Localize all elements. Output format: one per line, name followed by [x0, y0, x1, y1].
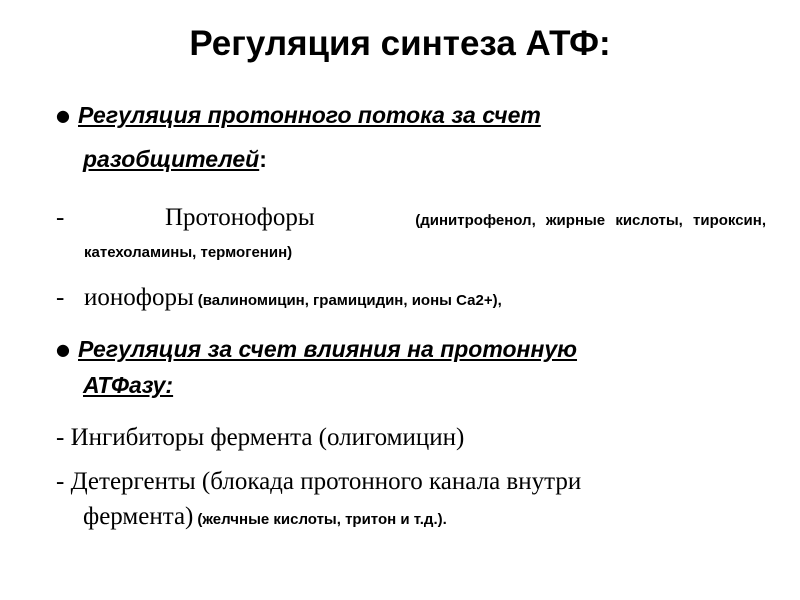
- ionophores-line: [56, 283, 502, 313]
- detergents-line2-small: (желчные кислоты, тритон и т.д.).: [197, 511, 447, 528]
- slide-title: Регуляция синтеза АТФ:: [189, 24, 611, 63]
- bullet-icon: ●: [56, 106, 70, 125]
- ionophores-term: ионофоры: [84, 284, 194, 311]
- section1-heading-colon: :: [259, 146, 267, 172]
- protonophores-detail-line2: катехоламины, термогенин): [84, 244, 293, 261]
- section1-heading-text2: разобщителей: [83, 146, 260, 172]
- protonophores-term: Протонофоры: [164, 204, 315, 231]
- section1-heading-line2: [83, 144, 267, 174]
- inhibitors-line: - Ингибиторы фермента (олигомицин): [56, 424, 465, 451]
- ionophores-detail: (валиномицин, грамицидин, ионы Са2+),: [197, 292, 502, 309]
- section1-heading-line1: [56, 100, 541, 131]
- protonophores-dash: -: [56, 204, 65, 231]
- ionophores-dash: -: [56, 284, 65, 311]
- bullet-icon: ●: [56, 340, 70, 359]
- protonophores-detail-line1: (динитрофенол, жирные кислоты, тироксин,: [415, 212, 766, 229]
- section1-heading-text: Регуляция протонного потока за счет: [78, 102, 541, 128]
- protonophores-line1: [56, 203, 766, 233]
- detergents-line2: [83, 502, 447, 532]
- section2-heading-line2: АТФазу:: [83, 372, 174, 398]
- section2-heading-line1: [56, 334, 577, 365]
- detergents-line2-main: фермента): [83, 503, 194, 530]
- detergents-line1: - Детергенты (блокада протонного канала внутри: [56, 468, 582, 495]
- section2-heading-text: Регуляция за счет влияния на протонную: [78, 336, 578, 362]
